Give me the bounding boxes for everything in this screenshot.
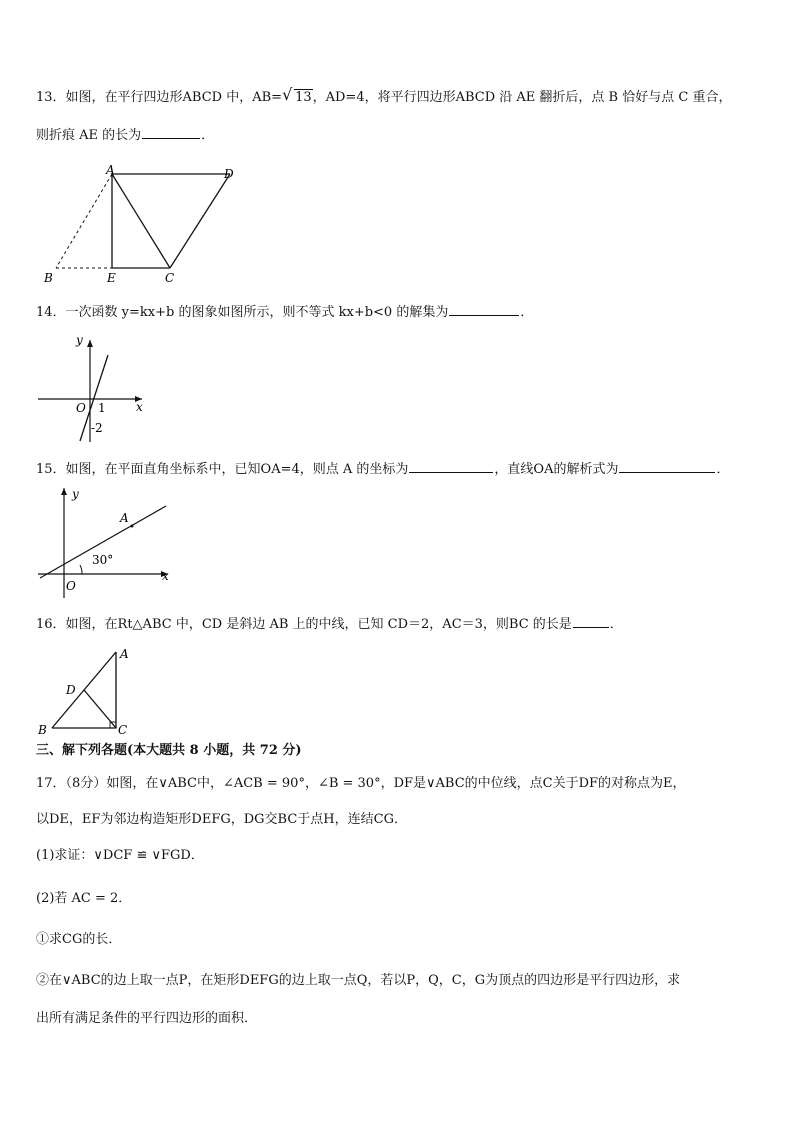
q13-number: 13． [36,90,66,105]
label-B: B [38,723,47,737]
q14-line [36,303,533,321]
label-E: E [107,271,116,285]
point-A [131,525,134,528]
q14-text: 一次函数 y=kx+b 的图象如图所示，则不等式 kx+b<0 的解集为 [65,305,449,320]
label-C: C [118,723,128,737]
label-neg2: -2 [91,421,103,435]
q15-text-b: ，直线OA的解析式为 [494,462,619,477]
q13-end: ． [201,128,215,143]
label-A: A [106,163,115,177]
q15-coord-blank[interactable] [409,460,493,473]
q15-end: ． [716,462,730,477]
q13-answer-blank[interactable] [142,126,200,139]
q16-figure [36,644,136,738]
line-OA [40,506,166,578]
q17-part1: (1)求证：∨DCF ≌ ∨FGD． [36,848,204,863]
q15-figure [36,484,176,600]
q17-part2a: ①求CG的长． [36,932,122,947]
label-O: O [76,401,86,415]
sqrt-symbol: √ 13 [282,85,312,105]
edge-DC [170,174,230,268]
q17-line2: 以DE，EF为邻边构造矩形DEFG，DG交BC于点H，连结CG． [36,812,407,827]
q16-answer-blank[interactable] [573,615,609,628]
y-arrow-icon [61,488,67,495]
y-arrow-icon [87,340,93,347]
label-C: C [165,271,175,285]
label-x: x [162,569,169,583]
q17-part2: (2)若 AC = 2． [36,891,132,906]
edge-AC [112,174,170,268]
section-heading: 三、解下列各题(本大题共 8 小题，共 72 分) [36,743,302,758]
q17-part2b-line2: 出所有满足条件的平行四边形的面积． [36,1011,258,1026]
q14-number: 14． [36,305,66,320]
q14-end: ． [520,305,534,320]
q16-end: ． [609,617,623,632]
label-x: x [136,400,143,414]
q15-number: 15． [36,462,66,477]
q14-figure [36,332,156,444]
q15-expr-blank[interactable] [619,460,715,473]
label-y: y [72,487,79,501]
q16-number: 16． [36,617,66,632]
q17-line1: 17．（8分）如图，在∨ABC中，∠ACB = 90°，∠B = 30°，DF是∨ABC的中位线，点C关于DF的对称点为E， [36,776,686,791]
label-1: 1 [98,401,106,415]
q13-line2 [36,126,214,144]
label-A: A [120,647,129,661]
label-B: B [44,271,53,285]
q15-text-a: 如图，在平面直角坐标系中，已知OA=4，则点 A 的坐标为 [65,462,409,477]
label-angle: 30° [92,553,114,567]
q13-text-a: 如图，在平行四边形ABCD 中，AB= [65,90,283,105]
q13-radicand: 13 [295,90,312,105]
label-A: A [120,511,129,525]
dashed-edge-AB [56,174,112,268]
q14-answer-blank[interactable] [449,303,519,316]
q15-line [36,460,729,478]
q16-text: 如图，在Rt△ABC 中，CD 是斜边 AB 上的中线，已知 CD＝2，AC＝3，则BC 的长是 [65,617,572,632]
q16-line [36,615,623,633]
q13-text-b: ，AD=4，将平行四边形ABCD 沿 AE 翻折后，点 B 恰好与点 C 重合， [312,90,732,105]
q13-line1 [36,85,732,106]
label-O: O [66,579,76,593]
label-D: D [66,683,76,697]
angle-arc [80,565,82,574]
q13-figure [40,162,240,286]
q13-line2-text: 则折痕 AE 的长为 [36,128,142,143]
label-D: D [224,167,234,181]
label-y: y [76,333,83,347]
q17-part2b-line1: ②在∨ABC的边上取一点P，在矩形DEFG的边上取一点Q，若以P，Q，C，G为顶点的四边形是平行四边形，求 [36,973,681,988]
